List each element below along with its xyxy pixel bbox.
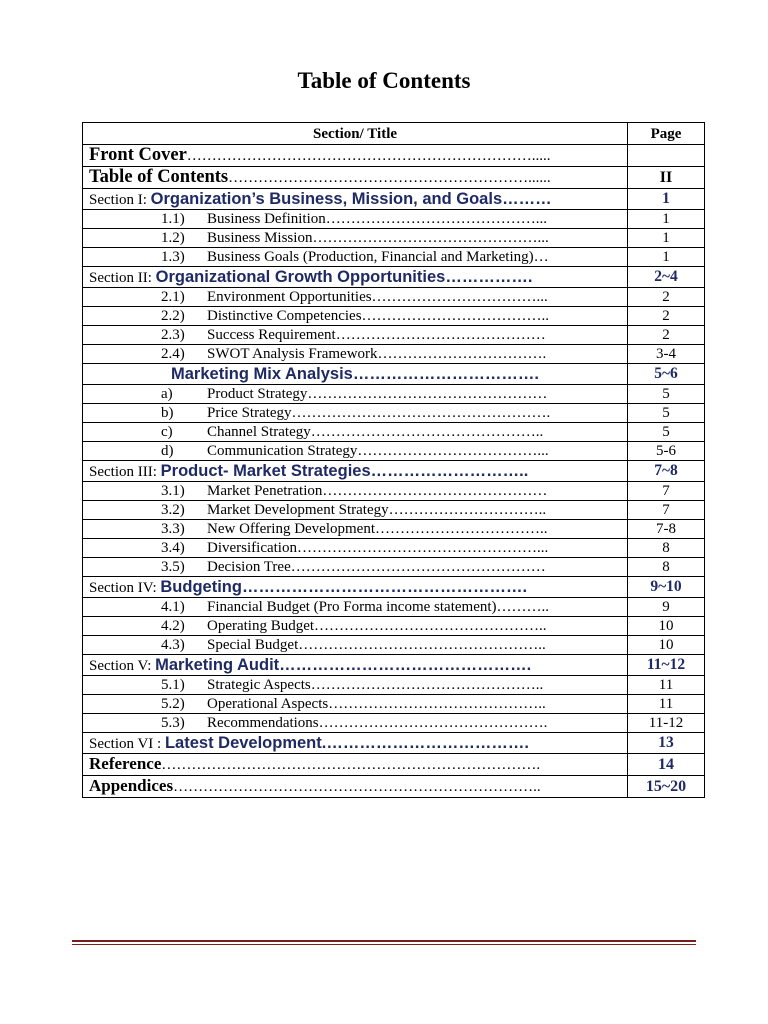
page-number: 2~4 [628, 267, 705, 288]
toc-title: Table of Contents [89, 167, 229, 187]
page-number: 8 [628, 539, 705, 558]
item-number: 5.2) [161, 696, 185, 712]
item-number: 2.1) [161, 289, 185, 305]
page-number: 5 [628, 385, 705, 404]
toc-row-front-cover [83, 145, 705, 167]
leader-dots: ……………………………………………………...... [228, 170, 551, 186]
item-number: a) [161, 386, 173, 402]
item-number: 4.1) [161, 599, 185, 615]
appendices-title: Appendices [89, 776, 174, 795]
page-number: 10 [628, 636, 705, 655]
item-text: Price Strategy……………………………………………. [207, 405, 551, 421]
page-number: 11 [628, 695, 705, 714]
item-number: 2.2) [161, 308, 185, 324]
toc-row-section-4 [83, 577, 705, 598]
page-number: 1 [628, 248, 705, 267]
item-number: 3.3) [161, 521, 185, 537]
section-title: Marketing Mix Analysis……………………………. [171, 364, 539, 383]
item-number: 4.2) [161, 618, 185, 634]
page-number: 5 [628, 404, 705, 423]
page-number: 14 [628, 754, 705, 776]
item-text: Recommendations………………………………………. [207, 715, 548, 731]
item-text: Operational Aspects…………………………………….. [207, 696, 546, 712]
item-text: Diversification…………………………………………... [207, 540, 549, 556]
page-number: 7-8 [628, 520, 705, 539]
item-text: New Offering Development…………………………….. [207, 521, 548, 537]
toc-row-1-2 [83, 229, 705, 248]
toc-row-mix-d [83, 442, 705, 461]
section-title: Organization’s Business, Mission, and Goals……… [150, 189, 552, 208]
item-text: Communication Strategy………………………………... [207, 443, 549, 459]
page-number: 1 [628, 210, 705, 229]
section-title: Marketing Audit………………………………………. [155, 655, 532, 674]
page-number: 5-6 [628, 442, 705, 461]
section-title: Product- Market Strategies……………………….. [160, 461, 529, 480]
toc-row-4-3 [83, 636, 705, 655]
footer-rule-thin [72, 944, 696, 945]
toc-row-section-5 [83, 655, 705, 676]
footer-rule [72, 940, 696, 945]
toc-row-mix-c [83, 423, 705, 442]
toc-row-3-1 [83, 482, 705, 501]
item-text: SWOT Analysis Framework……………………………. [207, 346, 547, 362]
item-text: Strategic Aspects……………………………………….. [207, 677, 544, 693]
toc-row-3-3 [83, 520, 705, 539]
toc-row-2-4 [83, 345, 705, 364]
item-number: 4.3) [161, 637, 185, 653]
page-number: II [628, 167, 705, 189]
toc-row-4-1 [83, 598, 705, 617]
section-prefix: Section II: [89, 269, 156, 286]
page-number: 9 [628, 598, 705, 617]
page-number: 8 [628, 558, 705, 577]
section-title: Budgeting……………………………………………. [160, 577, 528, 596]
toc-row-table-of-contents [83, 167, 705, 189]
item-number: 3.1) [161, 483, 185, 499]
item-number: 3.4) [161, 540, 185, 556]
toc-row-section-2 [83, 267, 705, 288]
item-text: Special Budget………………………………………….. [207, 637, 546, 653]
toc-row-reference [83, 754, 705, 776]
toc-row-marketing-mix [83, 364, 705, 385]
toc-row-appendices [83, 776, 705, 798]
page-number: 7 [628, 482, 705, 501]
page-number: 1 [628, 229, 705, 248]
item-number: 5.3) [161, 715, 185, 731]
page-number: 11-12 [628, 714, 705, 733]
page-number: 11 [628, 676, 705, 695]
page-number: 2 [628, 326, 705, 345]
toc-row-1-3 [83, 248, 705, 267]
page-number: 2 [628, 288, 705, 307]
section-prefix: Section V: [89, 657, 156, 674]
item-text: Market Development Strategy………………………….. [207, 502, 547, 518]
item-text: Channel Strategy……………………………………….. [207, 424, 544, 440]
section-prefix: Section VI : [89, 735, 165, 752]
item-text: Operating Budget……………………………………….. [207, 618, 547, 634]
item-text: Distinctive Competencies……………………………….. [207, 308, 550, 324]
page-number: 5 [628, 423, 705, 442]
page-number: 7~8 [628, 461, 705, 482]
item-number: 3.5) [161, 559, 185, 575]
page-number: 13 [628, 733, 705, 754]
page-number: 7 [628, 501, 705, 520]
page-header: Page [628, 123, 705, 145]
front-cover-title: Front Cover [89, 145, 187, 165]
toc-row-3-5 [83, 558, 705, 577]
leader-dots: …………………………………………………………………. [161, 757, 541, 773]
page-number: 9~10 [628, 577, 705, 598]
toc-row-2-2 [83, 307, 705, 326]
toc-row-section-1 [83, 189, 705, 210]
page-number [628, 145, 705, 167]
table-header-row [83, 123, 705, 145]
item-text: Business Definition……………………………………... [207, 211, 547, 227]
leader-dots: ……………………………………………………………….. [173, 779, 541, 795]
section-title: Latest Development.………………………………. [164, 733, 529, 752]
section-prefix: Section I: [89, 191, 151, 208]
page-number: 2 [628, 307, 705, 326]
page-number: 1 [628, 189, 705, 210]
toc-row-3-2 [83, 501, 705, 520]
item-number: 2.4) [161, 346, 185, 362]
toc-row-2-1 [83, 288, 705, 307]
toc-table [82, 122, 705, 798]
page-number: 3-4 [628, 345, 705, 364]
page-number: 15~20 [628, 776, 705, 798]
reference-title: Reference [89, 754, 162, 773]
item-number: b) [161, 405, 174, 421]
item-number: 1.1) [161, 211, 185, 227]
item-number: 5.1) [161, 677, 185, 693]
leader-dots: ……………………………………………………………..... [186, 148, 551, 164]
toc-row-section-6 [83, 733, 705, 754]
item-text: Product Strategy………………………………………… [207, 386, 548, 402]
document-title: Table of Contents [297, 68, 471, 93]
toc-row-3-4 [83, 539, 705, 558]
item-number: 1.2) [161, 230, 185, 246]
toc-row-mix-b [83, 404, 705, 423]
item-number: d) [161, 443, 174, 459]
page-number: 11~12 [628, 655, 705, 676]
footer-rule-thick [72, 940, 696, 942]
page-number: 10 [628, 617, 705, 636]
toc-row-5-2 [83, 695, 705, 714]
item-text: Business Mission………………………………………... [207, 230, 549, 246]
item-number: c) [161, 424, 173, 440]
toc-row-5-3 [83, 714, 705, 733]
toc-row-4-2 [83, 617, 705, 636]
item-number: 2.3) [161, 327, 185, 343]
toc-row-1-1 [83, 210, 705, 229]
section-title: Organizational Growth Opportunities……………. [155, 267, 533, 286]
item-text: Market Penetration……………………………………… [207, 483, 548, 499]
item-text: Success Requirement…………………………………… [207, 327, 546, 343]
item-text: Financial Budget (Pro Forma income statement)……….. [207, 599, 550, 615]
item-number: 3.2) [161, 502, 185, 518]
item-text: Environment Opportunities……………………………... [207, 289, 548, 305]
toc-row-mix-a [83, 385, 705, 404]
item-text: Decision Tree…………………………………………… [207, 559, 546, 575]
section-title-header: Section/ Title [83, 123, 628, 145]
section-prefix: Section IV: [89, 579, 161, 596]
section-prefix: Section III: [89, 463, 161, 480]
item-text: Business Goals (Production, Financial and Marketing)… [207, 249, 549, 265]
toc-row-2-3 [83, 326, 705, 345]
toc-row-section-3 [83, 461, 705, 482]
page-number: 5~6 [628, 364, 705, 385]
toc-row-5-1 [83, 676, 705, 695]
item-number: 1.3) [161, 249, 185, 265]
